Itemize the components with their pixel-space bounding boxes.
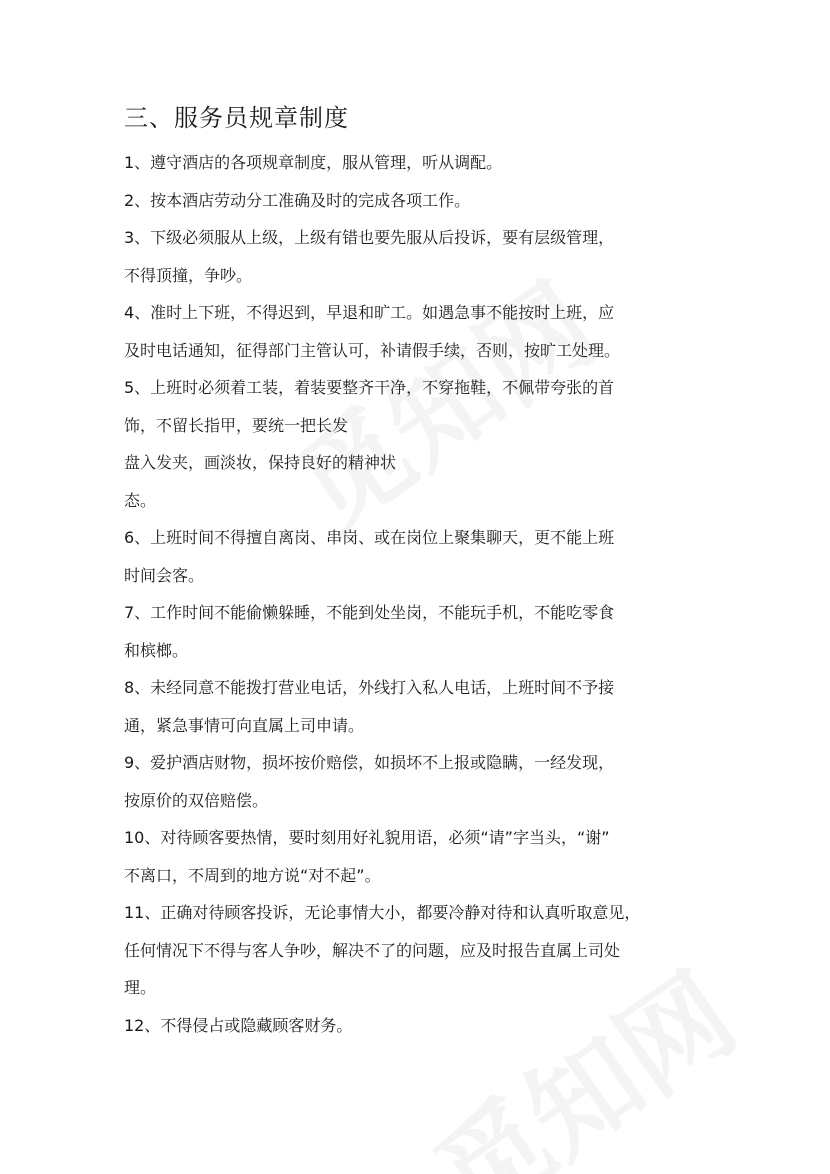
rule-line: 理。 [124,978,157,997]
rule-line: 不离口，不周到的地方说“对不起”。 [124,865,381,885]
rule-line: 8、未经同意不能拨打营业电话，外线打入私人电话，上班时间不予接 [124,678,615,697]
rule-line: 7、工作时间不能偷懒躲睡，不能到处坐岗，不能玩手机，不能吃零食 [124,603,615,622]
rule-line: 任何情况下不得与客人争吵，解决不了的问题，应及时报告直属上司处 [124,940,621,960]
rule-line: 4、准时上下班，不得迟到，早退和旷工。如遇急事不能按时上班，应 [124,303,615,322]
rule-line: 11、正确对待顾客投诉，无论事情大小，都要冷静对待和认真听取意见， [124,903,641,922]
rule-line: 按原价的双倍赔偿。 [124,790,269,810]
rule-line: 10、对待顾客要热情，要时刻用好礼貌用语，必须“请”字当头，“谢” [124,828,610,847]
rule-line: 盘入发夹，画淡妆，保持良好的精神状 [124,453,397,472]
rule-line: 饰，不留长指甲，要统一把长发 [124,415,349,435]
rule-line: 通，紧急事情可向直属上司申请。 [124,715,365,735]
rule-line: 12、不得侵占或隐藏顾客财务。 [124,1015,353,1035]
document-body [124,98,724,1044]
rule-line: 不得顶撞，争吵。 [124,265,253,285]
document-title: 三、服务员规章制度 [124,104,349,132]
rule-line: 时间会客。 [124,565,205,585]
rule-line: 及时电话通知，征得部门主管认可，补请假手续，否则，按旷工处理。 [124,340,621,360]
rule-line: 2、按本酒店劳动分工准确及时的完成各项工作。 [124,190,471,210]
rules-list [124,144,724,1044]
rule-line: 1、遵守酒店的各项规章制度，服从管理，听从调配。 [124,153,503,172]
rule-line: 态。 [124,490,157,510]
rule-line: 3、下级必须服从上级，上级有错也要先服从后投诉，要有层级管理， [124,228,615,247]
rule-line: 5、上班时必须着工装，着装要整齐干净，不穿拖鞋，不佩带夸张的首 [124,378,615,397]
rule-line: 9、爱护酒店财物，损坏按价赔偿，如损坏不上报或隐瞒，一经发现， [124,753,615,772]
rule-line: 和槟榔。 [124,640,189,660]
rule-line: 6、上班时间不得擅自离岗、串岗、或在岗位上聚集聊天，更不能上班 [124,528,615,547]
